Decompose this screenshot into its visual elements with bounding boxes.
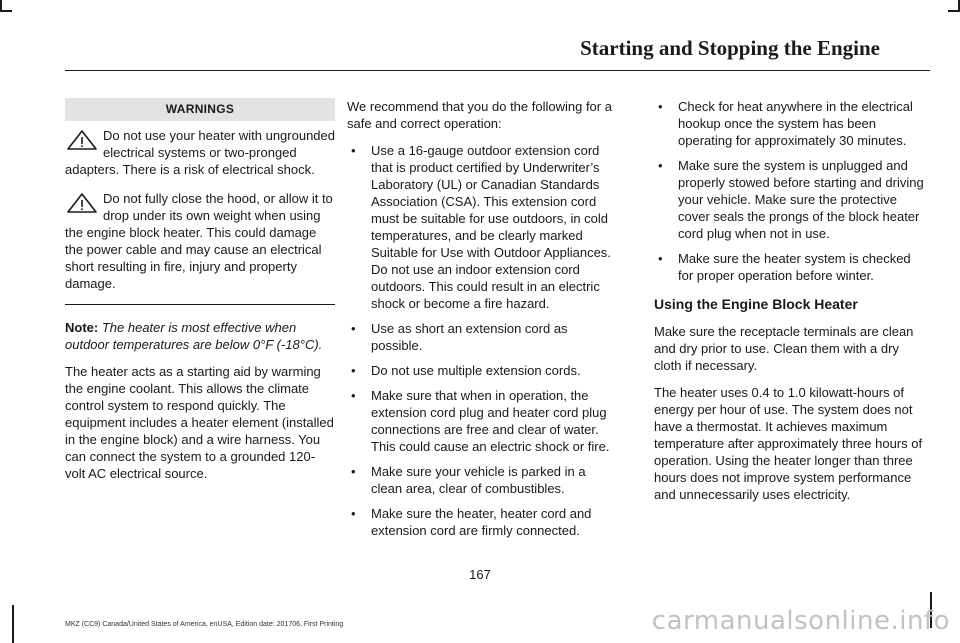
list-item: • Make sure the heater, heater cord and extension cord are firmly connected.: [351, 506, 592, 538]
bullet-icon: •: [351, 464, 356, 479]
bullet-list: [347, 142, 617, 539]
title-divider: [65, 70, 930, 71]
list-item: • Make sure the heater system is checked for proper operation before winter.: [658, 251, 911, 283]
note-text: The heater is most effective when outdoor temperatures are below 0°F (-18°C).: [65, 320, 323, 352]
list-item: • Check for heat anywhere in the electrical hookup once the system has been operating for approximately 30 minutes.: [658, 99, 913, 148]
left-column: [65, 98, 335, 492]
warning-item: [65, 127, 335, 178]
middle-column: [347, 98, 617, 549]
crop-mark: [948, 10, 960, 12]
warning-text: Do not use your heater with ungrounded electrical systems or two-pronged adapters. There is a risk of electrical shock.: [65, 128, 335, 177]
warning-item: [65, 190, 335, 292]
section-heading: Using the Engine Block Heater: [654, 296, 858, 312]
right-column: [654, 98, 924, 513]
bullet-icon: •: [351, 143, 356, 158]
warnings-divider: [65, 304, 335, 305]
warning-triangle-icon: [65, 129, 99, 151]
page-title: Starting and Stopping the Engine: [580, 36, 880, 60]
bullet-icon: •: [351, 388, 356, 403]
list-item: • Make sure the system is unplugged and properly stowed before starting and driving your vehicle. Make sure the protective cover seals the prongs of the block heater cord plug when not in use.: [658, 158, 924, 241]
page-number: 167: [469, 567, 491, 582]
list-item: • Do not use multiple extension cords.: [351, 363, 581, 378]
list-item: • Use as short an extension cord as possible.: [351, 321, 568, 353]
list-item: • Use a 16-gauge outdoor extension cord that is product certified by Underwriter’s Laboratory (UL) or Canadian Standards Association (CSA). This extension cord must be suitable for use outdoors, in cold temperatures, and be clearly marked Suitable for Use with Outdoor Appliances. Do not use an indoor extension cord outdoors. This could result in an electric shock or become a fire hazard.: [351, 143, 611, 311]
bullet-icon: •: [351, 321, 356, 336]
list-item: • Make sure that when in operation, the extension cord plug and heater cord plug connections are free and clear of water. This could cause an electric shock or fire.: [351, 388, 610, 454]
paragraph: The heater uses 0.4 to 1.0 kilowatt-hours of energy per hour of use. The system does not have a thermostat. It achieves maximum temperature after approximately three hours of operation. Using the heater longer than three hours does not improve system performance and unnecessarily uses electricity.: [654, 385, 923, 502]
bullet-icon: •: [351, 506, 356, 521]
bullet-icon: •: [658, 158, 663, 173]
list-item: • Make sure your vehicle is parked in a clean area, clear of combustibles.: [351, 464, 586, 496]
footer-text: MKZ (CC9) Canada/United States of America, enUSA, Edition date: 201706, First Printing: [65, 621, 344, 628]
crop-mark: [12, 605, 14, 643]
warnings-heading: WARNINGS: [65, 98, 335, 121]
warning-triangle-icon: [65, 192, 99, 214]
bullet-icon: •: [658, 251, 663, 266]
paragraph: Make sure the receptacle terminals are clean and dry prior to use. Clean them with a dry cloth if necessary.: [654, 324, 914, 373]
crop-mark: [0, 10, 12, 12]
warning-text: Do not fully close the hood, or allow it to drop under its own weight when using the engine block heater. This could damage the power cable and may cause an electrical short resulting in fire, injury and property damage.: [65, 191, 333, 291]
bullet-list: [654, 98, 924, 284]
bullet-icon: •: [658, 99, 663, 114]
watermark: carmanualsonline.info: [651, 606, 950, 636]
bullet-icon: •: [351, 363, 356, 378]
paragraph: The heater acts as a starting aid by warming the engine coolant. This allows the climate control system to respond quickly. The equipment includes a heater element (installed in the engine block) and a wire harness. You can connect the system to a grounded 120-volt AC electrical source.: [65, 364, 334, 481]
paragraph: We recommend that you do the following for a safe and correct operation:: [347, 99, 612, 131]
note: [65, 319, 335, 353]
note-label: Note:: [65, 320, 99, 335]
